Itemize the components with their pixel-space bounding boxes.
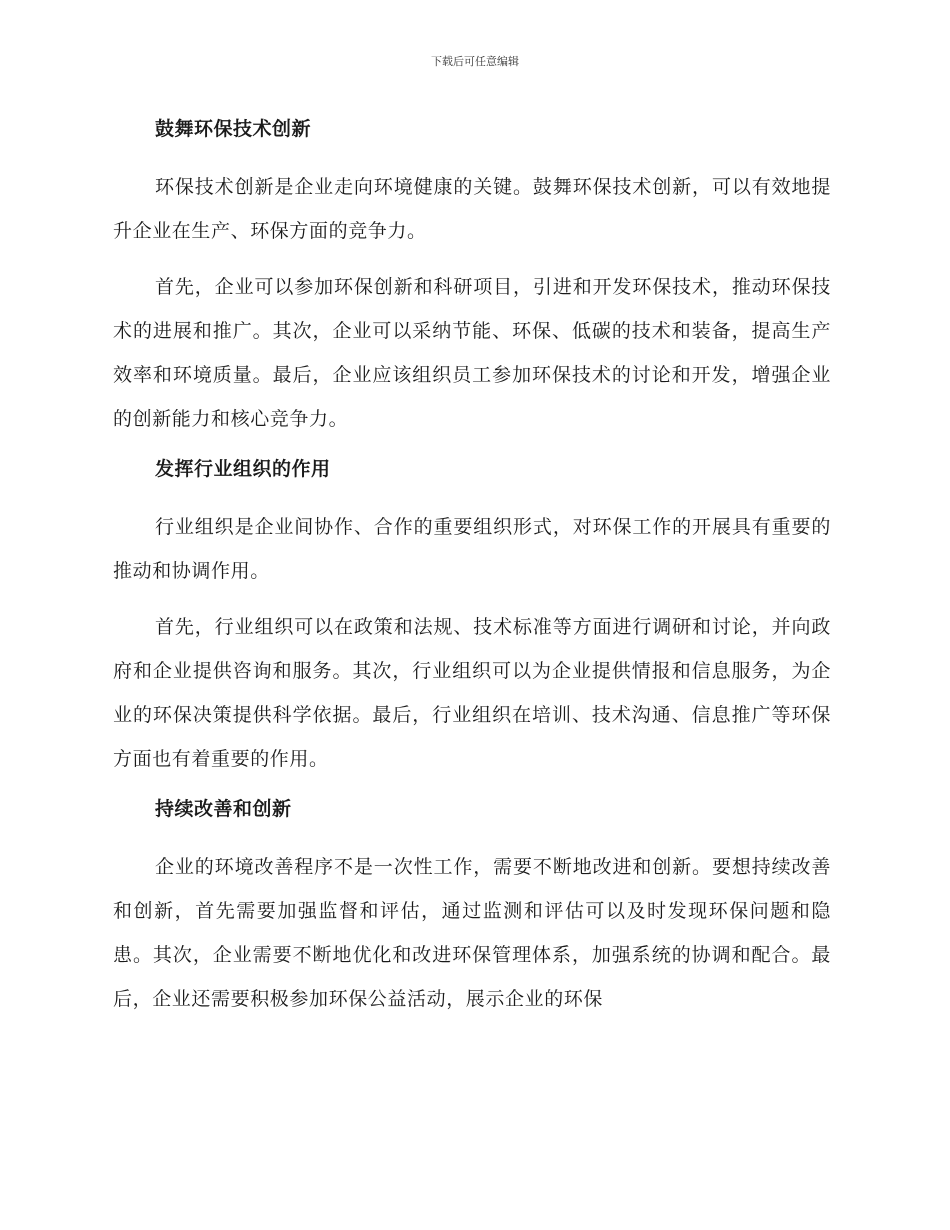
- page-header-note: 下载后可任意编辑: [431, 55, 519, 68]
- section-heading: 发挥行业组织的作用: [155, 458, 331, 480]
- paragraph: 首先，行业组织可以在政策和法规、技术标准等方面进行调研和讨论，并向政府和企业提供咨询和服务。其次，行业组织可以为企业提供情报和信息服务，为企业的环保决策提供科学依据。最后，行业组织在培训、技术沟通、信息推广等环保方面也有着重要的作用。: [113, 616, 831, 770]
- section-heading: 持续改善和创新: [155, 798, 292, 820]
- paragraph: 环保技术创新是企业走向环境健康的关键。鼓舞环保技术创新，可以有效地提升企业在生产、环保方面的竞争力。: [113, 176, 831, 242]
- paragraph: 企业的环境改善程序不是一次性工作，需要不断地改进和创新。要想持续改善和创新，首先需要加强监督和评估，通过监测和评估可以及时发现环保问题和隐患。其次，企业需要不断地优化和改进环保管理体系，加强系统的协调和配合。最后，企业还需要积极参加环保公益活动，展示企业的环保: [113, 856, 831, 1010]
- paragraph: 行业组织是企业间协作、合作的重要组织形式，对环保工作的开展具有重要的推动和协调作用。: [113, 516, 831, 582]
- section-heading: 鼓舞环保技术创新: [155, 118, 312, 140]
- document-body: [113, 113, 831, 1033]
- paragraph: 首先，企业可以参加环保创新和科研项目，引进和开发环保技术，推动环保技术的进展和推广。其次，企业可以采纳节能、环保、低碳的技术和装备，提高生产效率和环境质量。最后，企业应该组织员工参加环保技术的讨论和开发，增强企业的创新能力和核心竞争力。: [113, 276, 831, 430]
